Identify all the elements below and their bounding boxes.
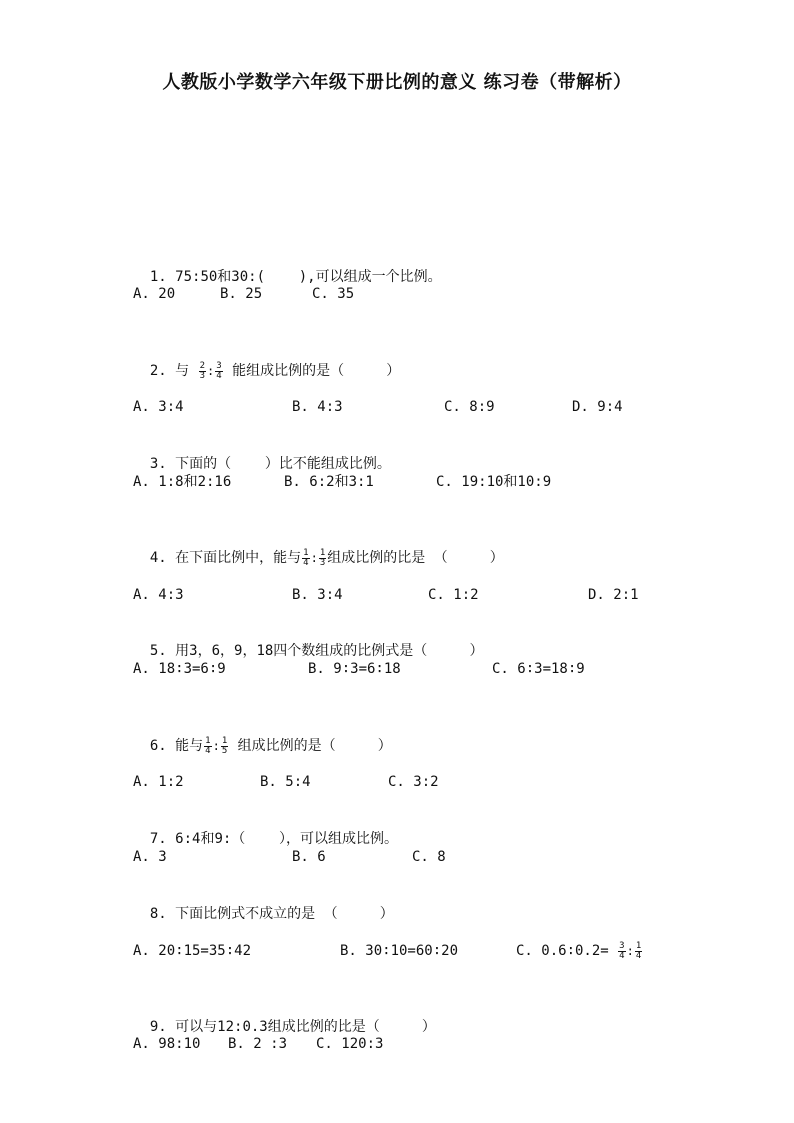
denominator: 4 <box>619 950 625 961</box>
numerator: 1 <box>635 940 642 951</box>
option-c: C. 0.6∶0.2= $\frac{3}{4}$ : $\frac{1}{4}$ <box>516 940 642 961</box>
option-b: B. 4:3 <box>292 399 343 415</box>
option-c: C. 35 <box>312 286 355 302</box>
fraction <box>618 942 625 961</box>
fraction <box>635 942 642 961</box>
numerator: 3 <box>216 360 222 371</box>
option-d: D. 2:1 <box>588 587 639 603</box>
question-number: 2. <box>149 363 167 379</box>
question-number: 4. <box>149 550 167 566</box>
question-text: 在下面比例中，能与 <box>175 550 302 566</box>
question-1 <box>133 247 442 287</box>
option-a: A. 1:2 <box>133 774 184 790</box>
numerator: 3 <box>619 940 625 951</box>
fraction <box>199 362 206 381</box>
question-6: 6. 能与 $\frac{1}{4}$ : $\frac{1}{5}$ 组成比例的是（ ） <box>149 735 392 756</box>
option-b: B. 9∶3=6∶18 <box>308 661 401 677</box>
denominator: 5 <box>221 745 228 756</box>
option-c: C. 8:9 <box>444 399 495 415</box>
option-c: C. 1:2 <box>428 587 479 603</box>
option-d: D. 9:4 <box>572 399 623 415</box>
option-a: A. 3:4 <box>133 399 184 415</box>
option-a: A. 20∶15=35∶42 <box>133 943 252 959</box>
question-4: 4. 在下面比例中，能与 $\frac{1}{4}$ : $\frac{1}{3}$ 组成比例的比是 （ ） <box>149 547 504 568</box>
option-a: A. 4:3 <box>133 587 184 603</box>
question-number: 8. <box>149 906 167 922</box>
denominator: 4 <box>205 745 211 756</box>
option-b: B. 3:4 <box>292 587 343 603</box>
question-number: 1. <box>149 269 167 285</box>
denominator: 3 <box>319 557 326 568</box>
question-number: 3. <box>149 456 167 472</box>
numerator: 1 <box>319 547 326 558</box>
question-7 <box>133 809 398 849</box>
option-b: B. 5:4 <box>260 774 311 790</box>
question-3 <box>133 434 391 474</box>
fraction <box>302 549 309 568</box>
question-text: 组成比例的比是 （ ） <box>327 550 504 566</box>
numerator: 1 <box>303 547 309 558</box>
question-text: 6:4和9:（ ），可以组成比例。 <box>175 831 399 847</box>
option-a: A. 3 <box>133 849 167 865</box>
question-number: 6. <box>149 738 167 754</box>
option-c: C. 3:2 <box>388 774 439 790</box>
denominator: 4 <box>216 370 222 381</box>
option-a: A. 98:10 <box>133 1036 201 1052</box>
question-8 <box>133 884 394 924</box>
question-text: 下面的（ ）比不能组成比例。 <box>175 456 391 472</box>
question-5 <box>133 621 483 661</box>
question-text: 与 <box>175 363 198 379</box>
question-text: 能组成比例的是（ ） <box>223 363 401 379</box>
question-text: 用3，6，9，18四个数组成的比例式是（ ） <box>175 643 484 659</box>
option-text: C. 0.6∶0.2= <box>516 943 609 959</box>
denominator: 3 <box>199 370 206 381</box>
option-c: C. 8 <box>412 849 446 865</box>
page-title: 人教版小学数学六年级下册比例的意义 练习卷（带解析） <box>162 72 632 93</box>
fraction <box>319 549 326 568</box>
option-c: C. 6∶3=18∶9 <box>492 661 585 677</box>
option-b: B. 2 :3 <box>228 1036 288 1052</box>
question-number: 7. <box>149 831 167 847</box>
option-b: B. 6:2和3:1 <box>284 474 374 490</box>
question-number: 5. <box>149 643 167 659</box>
question-2: 2. 与 $\frac{2}{3}$ : $\frac{3}{4}$ 能组成比例的是（ ） <box>149 360 401 381</box>
question-text: 能与 <box>175 738 204 754</box>
option-c: C. 19:10和10:9 <box>436 474 552 490</box>
option-a: A. 18∶3=6∶9 <box>133 661 226 677</box>
question-text: 可以与12:0.3组成比例的比是（ ） <box>175 1019 436 1035</box>
option-c: C. 120:3 <box>316 1036 384 1052</box>
question-text: 组成比例的是（ ） <box>229 738 392 754</box>
option-b: B. 6 <box>292 849 326 865</box>
option-a: A. 1:8和2:16 <box>133 474 232 490</box>
fraction <box>221 737 228 756</box>
denominator: 4 <box>303 557 309 568</box>
question-number: 9. <box>149 1019 167 1035</box>
question-text: 下面比例式不成立的是 （ ） <box>175 906 394 922</box>
fraction <box>204 737 211 756</box>
option-b: B. 25 <box>220 286 263 302</box>
numerator: 2 <box>199 360 206 371</box>
question-9 <box>133 997 436 1037</box>
fraction <box>215 362 222 381</box>
option-a: A. 20 <box>133 286 176 302</box>
denominator: 4 <box>635 950 642 961</box>
question-text: 75:50和30:( ),可以组成一个比例。 <box>175 269 442 285</box>
numerator: 1 <box>221 735 228 746</box>
option-b: B. 30∶10=60∶20 <box>340 943 459 959</box>
numerator: 1 <box>205 735 211 746</box>
